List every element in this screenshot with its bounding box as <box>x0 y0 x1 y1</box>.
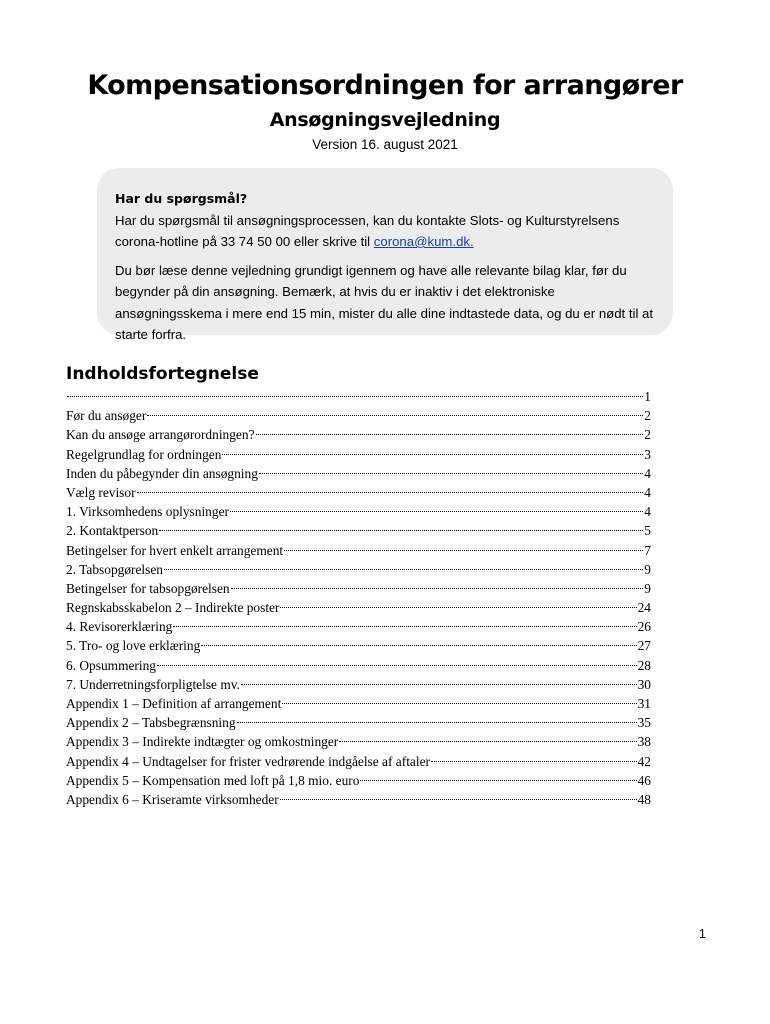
toc-dot-leader <box>137 492 644 493</box>
toc-dot-leader <box>282 703 636 704</box>
toc-entry[interactable] <box>66 752 651 771</box>
toc-entry-page: 31 <box>637 696 651 711</box>
toc-dot-leader <box>241 684 637 685</box>
toc-entry-title: Regelgrundlag for ordningen <box>66 446 222 462</box>
help-info-box <box>97 168 673 342</box>
page-number: 1 <box>698 926 706 941</box>
toc-entry[interactable] <box>66 636 651 655</box>
toc-dot-leader <box>360 780 636 781</box>
help-heading: Har du spørgsmål? <box>115 191 248 206</box>
toc-entry[interactable] <box>66 406 651 425</box>
toc-entry[interactable] <box>66 387 651 406</box>
toc-entry-page: 2 <box>644 408 651 424</box>
toc-entry[interactable] <box>66 675 651 694</box>
toc-entry-title: 1. Virksomhedens oplysninger <box>66 504 229 520</box>
toc-entry-page: 3 <box>644 446 651 462</box>
toc-dot-leader <box>431 761 637 762</box>
toc-entry-page: 42 <box>637 753 651 769</box>
toc-dot-leader <box>231 588 644 589</box>
toc-entry-title: 5. Tro- og love erklæring <box>66 638 201 654</box>
toc-entry[interactable] <box>66 598 651 617</box>
toc-entry-page: 4 <box>644 465 651 481</box>
toc-entry-title: 4. Revisorerklæring <box>66 619 173 635</box>
table-of-contents <box>66 387 651 809</box>
toc-entry-page: 35 <box>637 715 651 731</box>
toc-entry[interactable] <box>66 483 651 502</box>
toc-dot-leader <box>222 454 643 455</box>
toc-entry-page: 4 <box>644 484 651 500</box>
toc-entry[interactable] <box>66 713 651 732</box>
toc-dot-leader <box>237 722 637 723</box>
toc-entry[interactable] <box>66 502 651 521</box>
toc-entry[interactable] <box>66 771 651 790</box>
toc-entry-page: 24 <box>637 600 651 616</box>
toc-entry-page: 26 <box>637 619 651 635</box>
toc-entry-page: 27 <box>637 638 651 654</box>
toc-entry-title: Appendix 4 – Undtagelser for frister vedrørende indgåelse af aftaler <box>66 753 430 769</box>
toc-dot-leader <box>147 415 643 416</box>
toc-entry[interactable] <box>66 541 651 560</box>
help-warning-paragraph: Du bør læse denne vejledning grundigt igennem og have alle relevante bilag klar, før du begynder på din ansøgning. Bemærk, at hvis du er inaktiv i det elektroniske ansøgningsskema i mere end 15 min, mister du alle dine indtastede data, og du er nødt til at starte forfra. <box>115 262 654 342</box>
toc-entry[interactable] <box>66 560 651 579</box>
toc-dot-leader <box>159 530 643 531</box>
toc-entry-title: Appendix 3 – Indirekte indtægter og omkostninger <box>66 734 339 750</box>
toc-entry[interactable] <box>66 521 651 540</box>
toc-entry[interactable] <box>66 656 651 675</box>
toc-entry-title: Inden du påbegynder din ansøgning <box>66 465 258 481</box>
toc-entry-title: Appendix 2 – Tabsbegrænsning <box>66 715 236 731</box>
document-title: Kompensationsordningen for arrangører <box>87 70 683 101</box>
toc-entry-title: Vælg revisor <box>66 484 136 500</box>
toc-entry-page: 9 <box>644 561 651 577</box>
toc-entry-page: 46 <box>637 772 651 788</box>
toc-entry-page: 2 <box>644 427 651 443</box>
toc-entry-title: Appendix 6 – Kriseramte virksomheder <box>66 791 279 807</box>
toc-entry-title: 6. Opsummering <box>66 657 157 673</box>
toc-entry-title: Betingelser for tabsopgørelsen <box>66 580 230 596</box>
toc-entry-title: Regnskabsskabelon 2 – Indirekte poster <box>66 600 280 616</box>
toc-entry-page: 5 <box>644 523 651 539</box>
toc-entry-page: 7 <box>644 542 651 558</box>
document-subtitle: Ansøgningsvejledning <box>269 109 501 131</box>
toc-heading: Indholdsfortegnelse <box>66 364 259 384</box>
toc-entry-page: 1 <box>644 389 651 404</box>
toc-dot-leader <box>67 396 643 397</box>
version-date: Version 16. august 2021 <box>312 137 458 152</box>
toc-entry[interactable] <box>66 445 651 464</box>
toc-entry[interactable] <box>66 790 651 809</box>
toc-entry[interactable] <box>66 617 651 636</box>
toc-dot-leader <box>164 569 643 570</box>
toc-entry[interactable] <box>66 694 651 713</box>
toc-entry-page: 28 <box>637 657 651 673</box>
email-link[interactable]: corona@kum.dk. <box>373 234 474 249</box>
toc-dot-leader <box>201 645 636 646</box>
toc-dot-leader <box>280 607 636 608</box>
toc-dot-leader <box>157 665 637 666</box>
help-contact-text: Har du spørgsmål til ansøgningsprocessen, kan du kontakte Slots- og Kulturstyrelsens corona-hotline på 33 74 50 00 eller skrive til <box>115 212 620 249</box>
help-contact-paragraph <box>115 210 657 253</box>
toc-entry-page: 30 <box>637 676 651 692</box>
toc-entry-title: Appendix 1 – Definition af arrangement <box>66 696 282 711</box>
toc-entry-page: 4 <box>644 504 651 520</box>
toc-entry[interactable] <box>66 579 651 598</box>
toc-entry[interactable] <box>66 732 651 751</box>
toc-entry[interactable] <box>66 464 651 483</box>
toc-dot-leader <box>173 626 636 627</box>
toc-dot-leader <box>256 434 644 435</box>
toc-entry-title: 2. Kontaktperson <box>66 523 159 539</box>
toc-entry[interactable] <box>66 425 651 444</box>
toc-dot-leader <box>280 799 637 800</box>
toc-entry-page: 9 <box>644 580 651 596</box>
toc-entry-title: Kan du ansøge arrangørordningen? <box>66 427 255 443</box>
toc-entry-title: 2. Tabsopgørelsen <box>66 561 163 577</box>
toc-dot-leader <box>230 511 643 512</box>
toc-entry-page: 38 <box>637 734 651 750</box>
toc-dot-leader <box>259 473 643 474</box>
toc-entry-title: Appendix 5 – Kompensation med loft på 1,8 mio. euro <box>66 772 360 788</box>
toc-entry-page: 48 <box>637 791 651 807</box>
toc-entry-title: Før du ansøger <box>66 408 147 424</box>
toc-entry-title: Betingelser for hvert enkelt arrangement <box>66 542 284 558</box>
toc-entry-title: 7. Underretningsforpligtelse mv. <box>66 676 240 692</box>
toc-dot-leader <box>339 741 636 742</box>
toc-dot-leader <box>284 550 643 551</box>
